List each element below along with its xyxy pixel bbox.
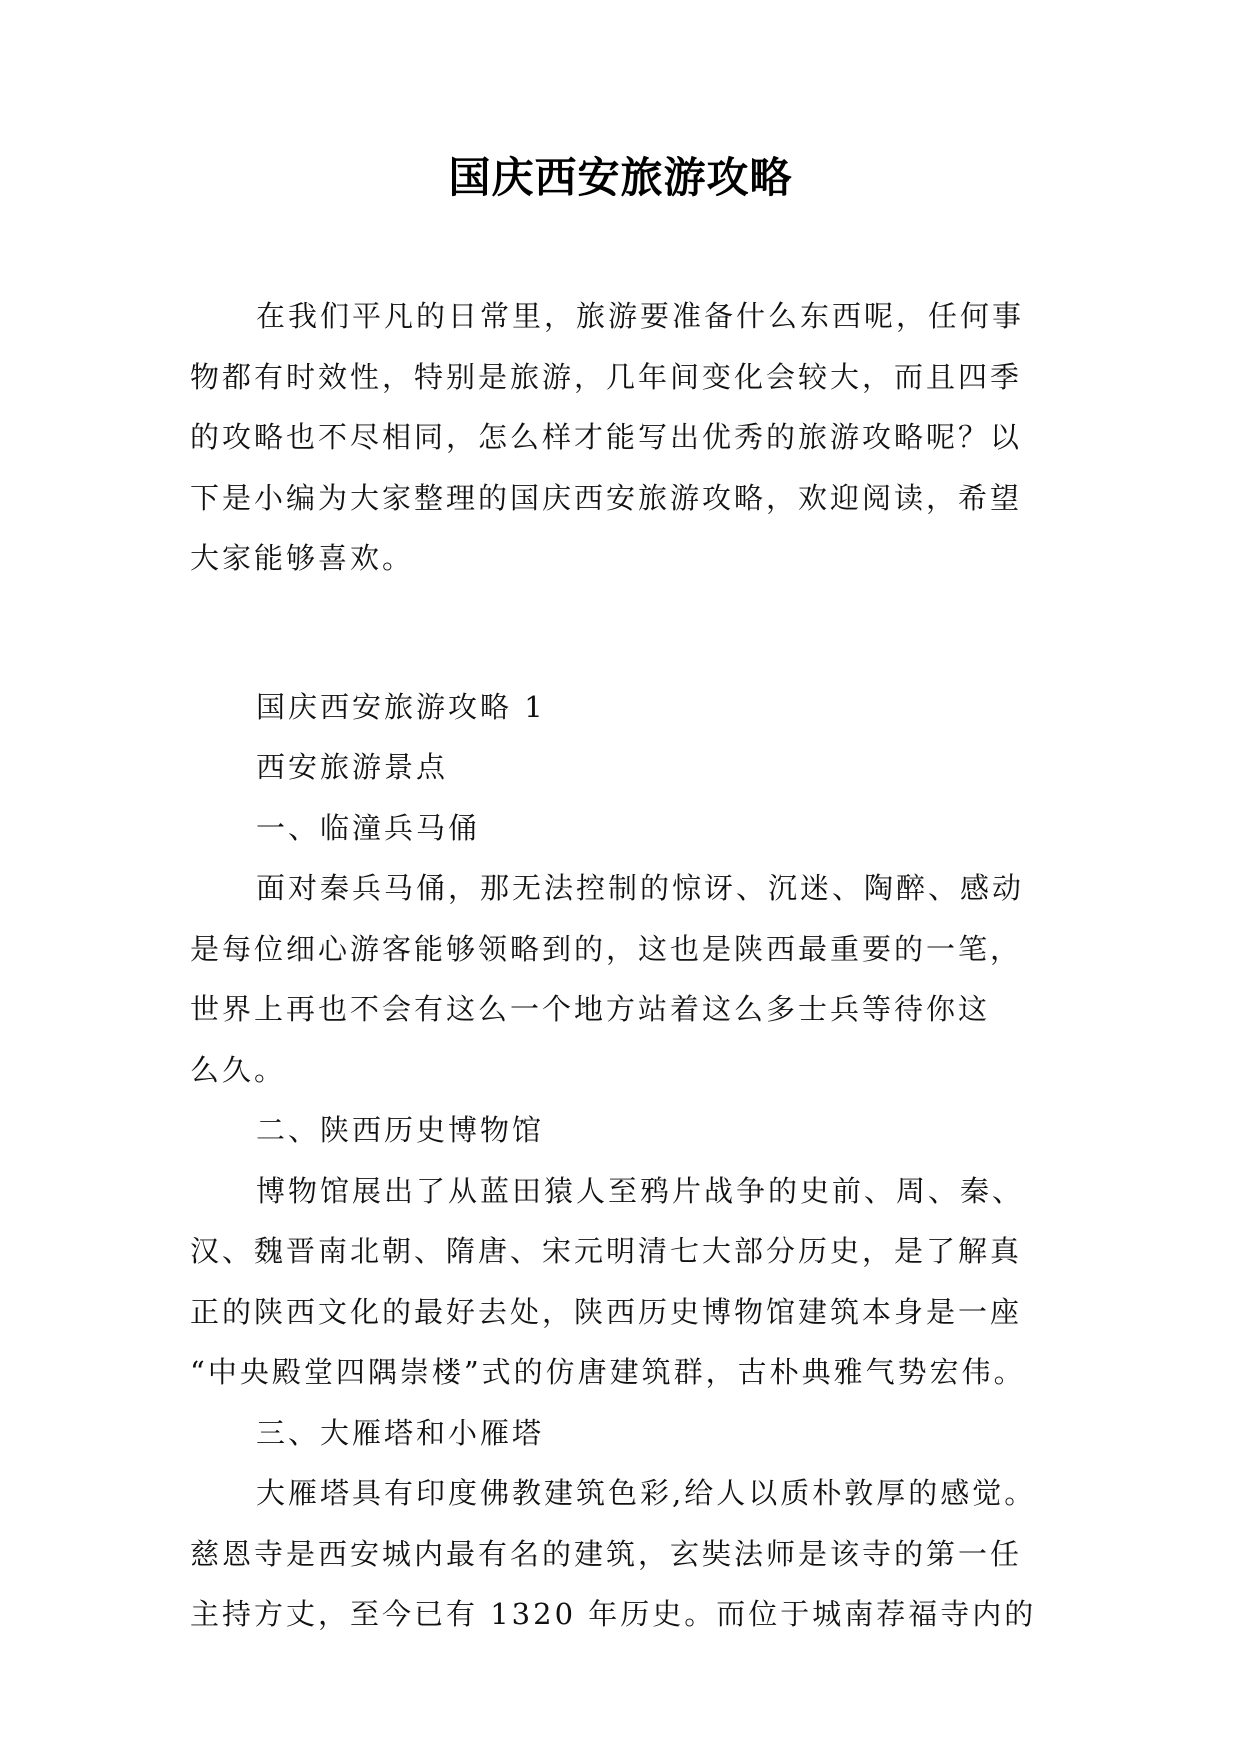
section-heading: 国庆西安旅游攻略 1	[256, 689, 546, 724]
subheading: 西安旅游景点	[256, 750, 449, 784]
paragraph-line: 是每位细心游客能够领略到的，这也是陕西最重要的一笔，	[190, 931, 1023, 966]
item-paragraph-wild-goose-pagodas	[190, 1463, 1058, 1645]
intro-paragraph	[190, 286, 1058, 589]
item-heading-wild-goose-pagodas: 三、大雁塔和小雁塔	[256, 1415, 545, 1450]
document-body	[190, 286, 1058, 1645]
paragraph-line: 正的陕西文化的最好去处，陕西历史博物馆建筑本身是一座	[190, 1294, 1023, 1329]
paragraph-line: 慈恩寺是西安城内最有名的建筑，玄奘法师是该寺的第一任	[190, 1536, 1023, 1571]
paragraph-line: 汉、魏晋南北朝、隋唐、宋元明清七大部分历史，是了解真	[190, 1234, 1023, 1268]
paragraph-line: 主持方丈，至今已有 1320 年历史。而位于城南荐福寺内的	[190, 1597, 1037, 1631]
item-heading-history-museum: 二、陕西历史博物馆	[256, 1113, 545, 1147]
intro-line: 的攻略也不尽相同，怎么样才能写出优秀的旅游攻略呢？以	[190, 420, 1023, 454]
paragraph-line: 博物馆展出了从蓝田猿人至鸦片战争的史前、周、秦、	[256, 1173, 1025, 1208]
item-heading-terracotta: 一、临潼兵马俑	[256, 810, 481, 845]
intro-line: 物都有时效性，特别是旅游，几年间变化会较大，而且四季	[190, 359, 1023, 394]
item-paragraph-history-museum	[190, 1161, 1058, 1403]
paragraph-line: 大雁塔具有印度佛教建筑色彩,给人以质朴敦厚的感觉。	[256, 1476, 1037, 1510]
intro-line: 在我们平凡的日常里，旅游要准备什么东西呢，任何事	[256, 299, 1025, 333]
section-spacer	[190, 589, 1058, 677]
paragraph-line: “中央殿堂四隅崇楼”式的仿唐建筑群，古朴典雅气势宏伟。	[190, 1355, 1026, 1389]
intro-line: 下是小编为大家整理的国庆西安旅游攻略，欢迎阅读，希望	[190, 480, 1023, 515]
paragraph-line: 世界上再也不会有这么一个地方站着这么多士兵等待你这	[190, 992, 991, 1026]
intro-line: 大家能够喜欢。	[190, 541, 415, 575]
paragraph-line: 么久。	[190, 1052, 287, 1087]
item-paragraph-terracotta	[190, 858, 1058, 1100]
paragraph-line: 面对秦兵马俑，那无法控制的惊讶、沉迷、陶醉、感动	[256, 871, 1025, 905]
document-title: 国庆西安旅游攻略	[448, 153, 793, 202]
